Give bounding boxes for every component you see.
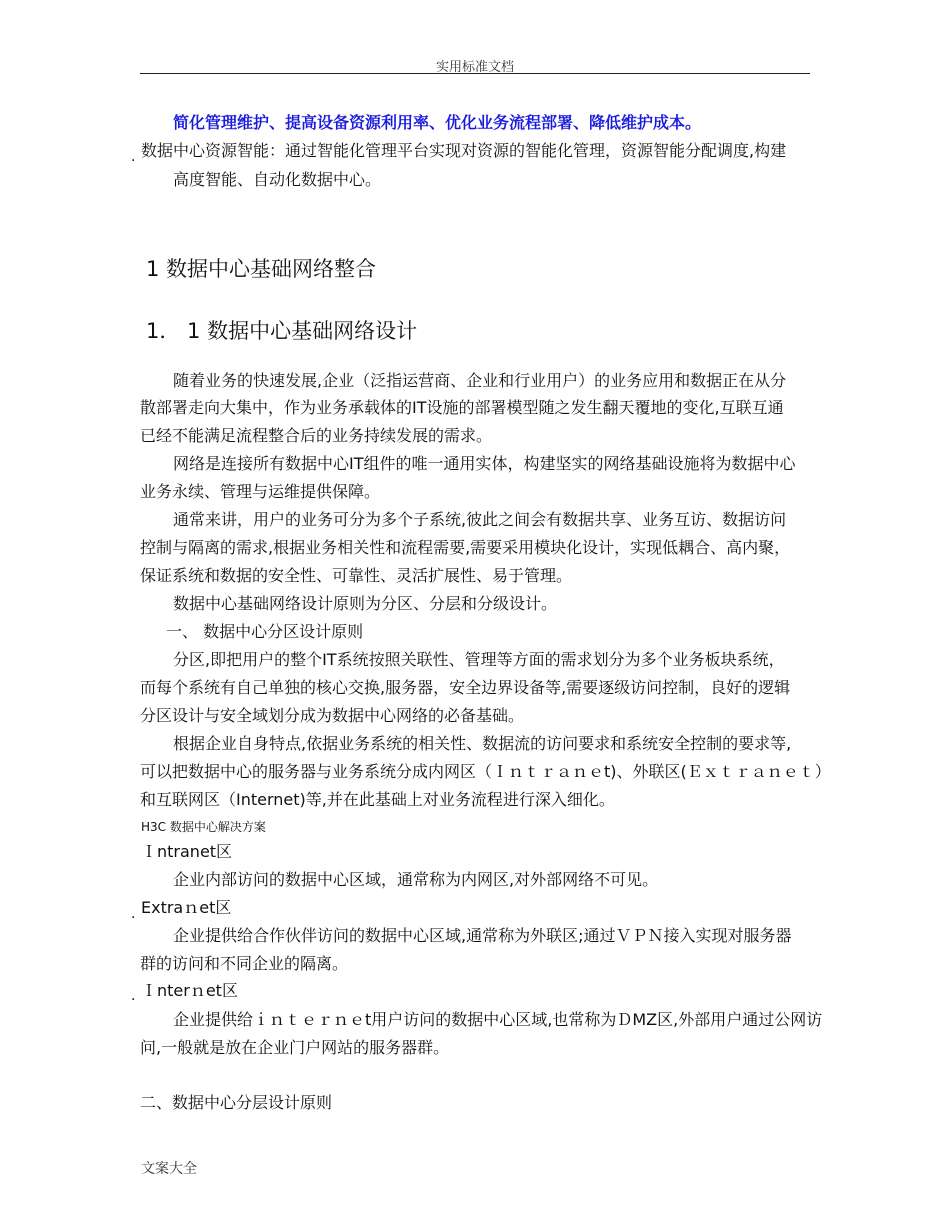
paragraph-line: 分区,即把用户的整个IT系统按照关联性、管理等方面的需求划分为多个业务板块系统， <box>173 650 785 669</box>
section-heading-2: 二、数据中心分层设计原则 <box>140 1093 333 1112</box>
paragraph-line: 数据中心基础网络设计原则为分区、分层和分级设计。 <box>173 594 558 613</box>
paragraph-line: 而每个系统有自己单独的核心交换,服务器，安全边界设备等,需要逐级访问控制，良好的逻辑 <box>140 678 791 697</box>
paragraph-line: 可以把数据中心的服务器与业务系统分成内网区（Ｉｎｔｒａｎｅt)、外联区(Ｅｘｔｒａｎｅｔ） <box>140 762 831 781</box>
paragraph-line: 网络是连接所有数据中心IT组件的唯一通用实体，构建坚实的网络基础设施将为数据中心 <box>173 454 796 473</box>
bullet-dot: . <box>131 988 136 1004</box>
paragraph-line: 问,一般就是放在企业门户网站的服务器群。 <box>140 1038 450 1057</box>
paragraph-line: 散部署走向大集中，作为业务承载体的IT设施的部署模型随之发生翻天覆地的变化,互联互通 <box>140 398 784 417</box>
paragraph-line: 和互联网区（Internet)等,并在此基础上对业务流程进行深入细化。 <box>140 790 615 809</box>
paragraph-line: 通常来讲，用户的业务可分为多个子系统,彼此之间会有数据共享、业务互访、数据访问 <box>173 510 787 529</box>
paragraph-line: 群的访问和不同企业的隔离。 <box>140 954 349 973</box>
header-rule <box>140 73 810 74</box>
h3c-label: H3C 数据中心解决方案 <box>141 820 266 834</box>
intranet-title: Ｉntranet区 <box>141 842 233 861</box>
extranet-title: Extraｎet区 <box>141 898 232 917</box>
heading-1-1: 1． 1 数据中心基础网络设计 <box>146 319 418 343</box>
paragraph-line: 控制与隔离的需求,根据业务相关性和流程需要,需要采用模块化设计，实现低耦合、高内聚， <box>140 538 791 557</box>
internet-title: Ｉnterｎet区 <box>141 981 238 1000</box>
paragraph-line: 企业提供给合作伙伴访问的数据中心区域,通常称为外联区;通过ＶＰＮ接入实现对服务器 <box>173 926 792 945</box>
heading-1: 1 数据中心基础网络整合 <box>146 257 377 281</box>
bullet-dot: . <box>131 149 136 165</box>
paragraph-line: 企业提供给ｉｎｔｅｒｎｅt用户访问的数据中心区域,也常称为ＤMZ区,外部用户通过公网访 <box>173 1010 823 1029</box>
paragraph-line: 已经不能满足流程整合后的业务持续发展的需求。 <box>140 426 493 445</box>
paragraph-line: 根据企业自身特点,依据业务系统的相关性、数据流的访问要求和系统安全控制的要求等, <box>173 734 792 753</box>
bullet-line-2: 高度智能、自动化数据中心。 <box>173 170 382 189</box>
bullet-line-1: 数据中心资源智能：通过智能化管理平台实现对资源的智能化管理，资源智能分配调度,构建 <box>141 141 787 160</box>
section-heading-1: 一、 数据中心分区设计原则 <box>166 622 364 641</box>
paragraph-line: 业务永续、管理与运维提供保障。 <box>140 482 381 501</box>
page-header: 实用标准文档 <box>435 60 514 75</box>
highlight-text: 简化管理维护、提高设备资源利用率、优化业务流程部署、降低维护成本。 <box>173 113 702 132</box>
paragraph-line: 保证系统和数据的安全性、可靠性、灵活扩展性、易于管理。 <box>140 566 573 585</box>
page-footer: 文案大全 <box>141 1161 197 1177</box>
intranet-desc: 企业内部访问的数据中心区域，通常称为内网区,对外部网络不可见。 <box>173 870 659 889</box>
paragraph-line: 分区设计与安全域划分成为数据中心网络的必备基础。 <box>140 706 525 725</box>
paragraph-line: 随着业务的快速发展,企业（泛指运营商、企业和行业用户）的业务应用和数据正在从分 <box>173 371 787 390</box>
bullet-dot: . <box>131 906 136 922</box>
